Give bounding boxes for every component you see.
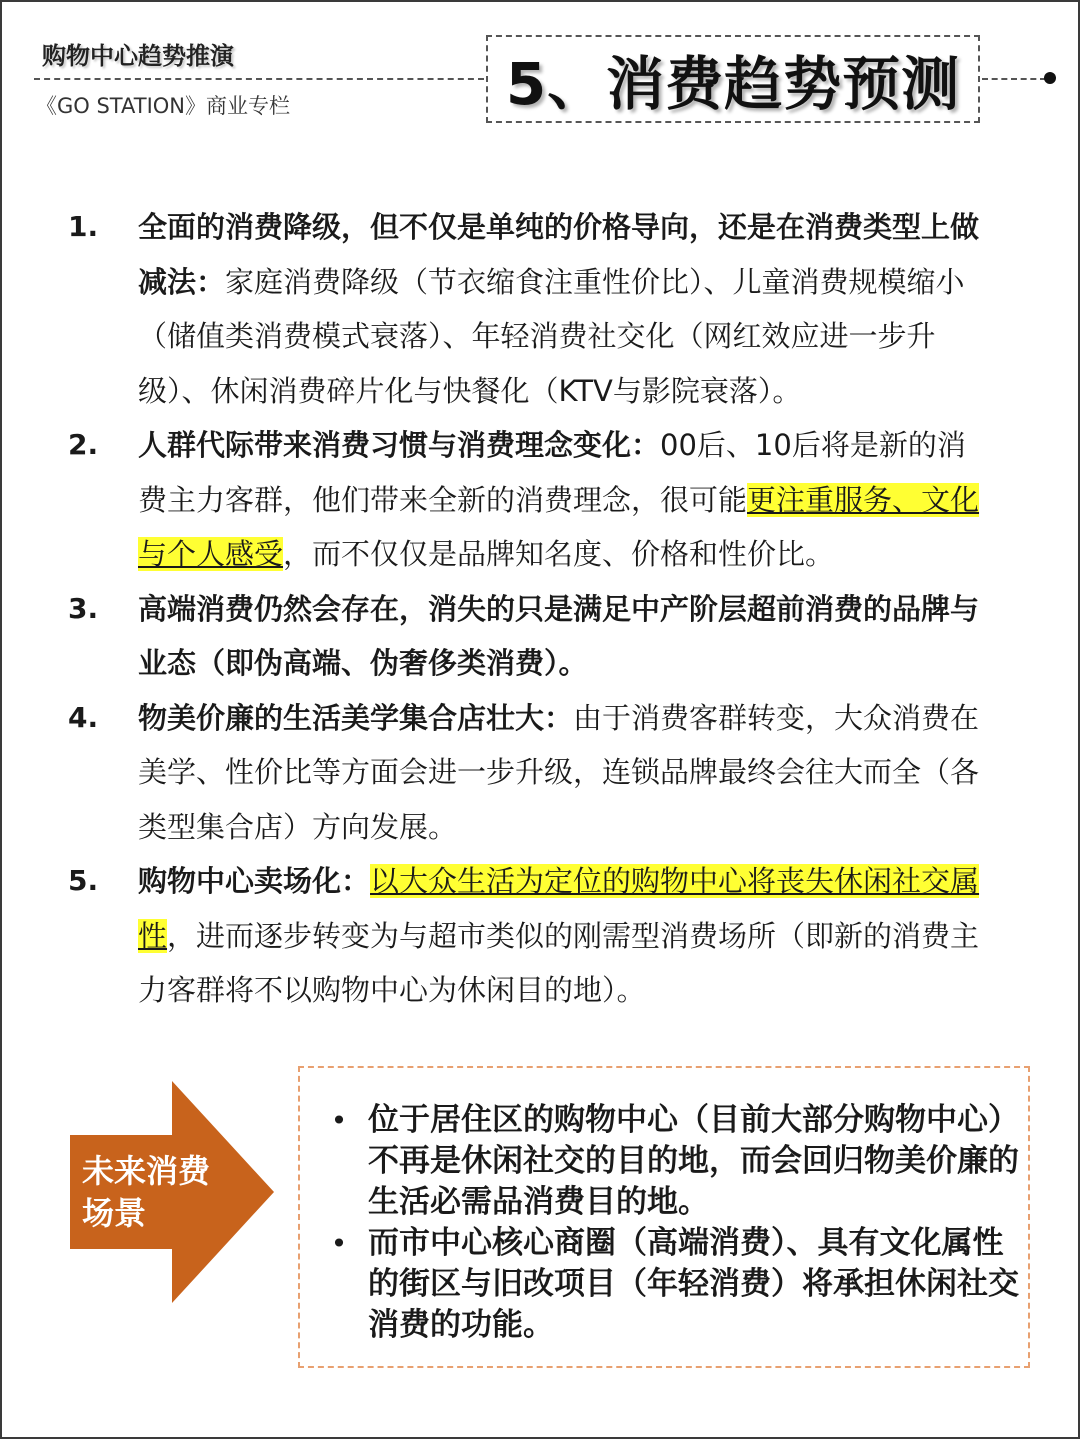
series-title: 购物中心趋势推演 xyxy=(42,42,234,70)
item-text xyxy=(138,854,1028,1018)
list-item xyxy=(68,582,1028,691)
bullet-dot-icon: • xyxy=(330,1104,348,1137)
scenario-bullet xyxy=(310,1223,1020,1346)
future-scenario-box xyxy=(298,1066,1030,1368)
item-body: 家庭消费降级（节衣缩食注重性价比）、儿童消费规模缩小（储值类消费模式衰落）、年轻消费社交化（网红效应进一步升级）、休闲消费碎片化与快餐化（KTV与影院衰落）。 xyxy=(138,264,965,408)
column-name: 《GO STATION》商业专栏 xyxy=(36,94,290,118)
item-colon: ： xyxy=(631,428,661,462)
item-bold: 购物中心卖场化 xyxy=(138,864,342,898)
item-number: 2. xyxy=(68,428,99,461)
item-number: 5. xyxy=(68,864,99,897)
page-title: 5、消费趋势预测 xyxy=(486,35,980,123)
item-colon: ： xyxy=(196,264,226,299)
list-item xyxy=(68,200,1028,418)
scenario-bullet-text: 而市中心核心商圈（高端消费）、具有文化属性的街区与旧改项目（年轻消费）将承担休闲社交消费的功能。 xyxy=(368,1225,1019,1343)
item-colon: ： xyxy=(341,864,371,898)
item-number: 4. xyxy=(68,700,99,734)
trend-list xyxy=(68,200,1028,1018)
item-highlight: 以大众生活为定位的购物中心将丧失休闲社交属性 xyxy=(138,864,980,953)
item-body-after: ，而不仅仅是品牌知名度、价格和性价比。 xyxy=(283,537,835,571)
item-bold: 物美价廉的生活美学集合店壮大 xyxy=(138,700,545,735)
item-bold: 人群代际带来消费习惯与消费理念变化 xyxy=(138,428,632,462)
list-item xyxy=(68,691,1028,855)
header-divider-left xyxy=(34,78,484,80)
item-number: 3. xyxy=(68,591,99,625)
item-body-after: ，进而逐步转变为与超市类似的刚需型消费场所（即新的消费主力客群将不以购物中心为休闲目的地）。 xyxy=(138,918,980,1007)
list-item xyxy=(68,418,1028,582)
item-text xyxy=(138,418,1028,582)
list-item xyxy=(68,854,1028,1018)
scenario-bullet xyxy=(310,1100,1020,1223)
item-colon: ： xyxy=(544,700,574,735)
item-number: 1. xyxy=(68,210,99,243)
item-bold: 高端消费仍然会存在，消失的只是满足中产阶层超前消费的品牌与业态（即伪高端、伪奢侈类消费）。 xyxy=(138,591,980,680)
item-text xyxy=(138,200,1028,418)
item-text xyxy=(138,582,1028,691)
future-scenario-label: 未来消费场景 xyxy=(82,1152,211,1232)
item-text xyxy=(138,691,1028,855)
bullet-dot-icon: • xyxy=(330,1227,348,1260)
header-divider-right xyxy=(982,78,1046,80)
item-body: 由于消费客群转变，大众消费在美学、性价比等方面会进一步升级，连锁品牌最终会往大而全（各类型集合店）方向发展。 xyxy=(138,700,980,844)
item-bold: 全面的消费降级，但不仅是单纯的价格导向，还是在消费类型上做减法 xyxy=(138,210,980,299)
header-end-dot xyxy=(1044,72,1056,84)
item-highlight: 更注重服务、文化与个人感受 xyxy=(138,482,980,571)
scenario-bullet-text: 位于居住区的购物中心（目前大部分购物中心）不再是休闲社交的目的地，而会回归物美价廉的生活必需品消费目的地。 xyxy=(368,1102,1019,1220)
item-body: 00后、10后将是新的消费主力客群，他们带来全新的消费理念，很可能 xyxy=(138,428,966,517)
